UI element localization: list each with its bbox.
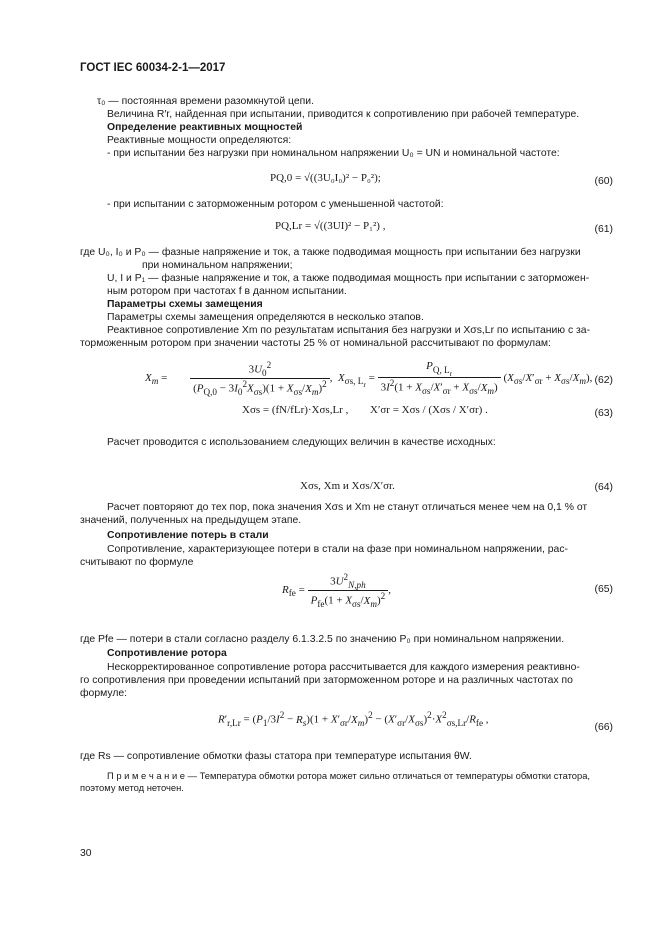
text-line: Нескорректированное сопротивление ротора рассчитывается для каждого измерения реактивно-	[107, 662, 580, 673]
text-line: Параметры схемы замещения определяются в несколько этапов.	[107, 312, 424, 323]
equation-number: (61)	[594, 224, 613, 235]
equation-number: (60)	[594, 176, 613, 187]
text-line: значений, полученных на предыдущем этапе.	[80, 515, 302, 526]
page-number: 30	[80, 848, 92, 859]
text-line: считывают по формуле	[80, 557, 194, 568]
equation-number: (66)	[594, 722, 613, 733]
document-header: ГОСТ IEC 60034-2-1—2017	[80, 62, 226, 74]
text-line: при номинальном напряжении;	[142, 260, 293, 271]
equation-number: (63)	[594, 408, 613, 419]
formula-65: $R_{fe}$ = $3U^2_{N,ph}$ $P_{fe}(1 + X_{\sigma s}/X_m)^2$ ,	[282, 572, 391, 609]
text-line: где U₀, I₀ и P₀ — фазные напряжение и ток, а также подводимая мощность при испытании без нагрузки	[80, 247, 581, 258]
text-line: Расчет повторяют до тех пор, пока значения Xσs и Xm не станут отличаться менее чем на 0,1 % от	[107, 502, 588, 513]
formula-64: Xσs, Xm и Xσs/X′σr.	[300, 480, 395, 492]
formula-63a: Xσs = (fN/fLr)·Xσs,Lr ,	[242, 404, 349, 416]
text-line: Сопротивление, характеризующее потери в стали на фазе при номинальном напряжении, рас-	[107, 544, 568, 555]
text-line: го сопротивления при проведении испытаний при заторможенном роторе и на различных частотах по	[80, 675, 573, 686]
section-heading: Параметры схемы замещения	[107, 299, 263, 310]
equation-number: (62)	[594, 375, 613, 386]
formula-62: $X_m$ = $3U_0^2$ $(P_{Q,0} - 3I_0^2X_{\sigma s})(1 + X_{\sigma s}/X_m)^2$ , $X_{\sigma s, L_r}$ = $P_{Q, L_r}$ $3I^2(1 + X_{\sigma s}/X'_{\sigma r} + X_{\sigma s}/X_m)$ $(X_{\sigma s}/X'_{\sigma r} + X_{\sigma s}/X_m)$,	[145, 360, 593, 397]
formula-66: $R'_{r,Lr} = (P_1/3I^2 - R_s)(1 + X'_{\sigma r}/X_m)^2 - (X'_{\sigma r}/X_{\sigma s})^2\cdot X^2_{\sigma s,Lr}/R_{fe}$ ,	[218, 710, 489, 728]
section-heading: Определение реактивных мощностей	[107, 122, 303, 133]
text-line: ным ротором при частотах f в данном испытании.	[107, 286, 347, 297]
text-line: - при испытании с заторможенным ротором с уменьшенной частотой:	[107, 199, 444, 210]
formula-63b: X′σr = Xσs / (Xσs / X′σr) .	[370, 404, 488, 416]
text-line: торможенным ротором при значении частоты 25 % от номинальной рассчитывают по формулам:	[80, 338, 551, 349]
text-line: Реактивные мощности определяются:	[107, 135, 292, 146]
section-heading: Сопротивление потерь в стали	[107, 530, 269, 541]
text-line: где Rs — сопротивление обмотки фазы статора при температуре испытания θW.	[80, 751, 472, 762]
text-line: Величина R′r, найденная при испытании, приводится к сопротивлению при рабочей температуре.	[107, 109, 580, 120]
formula-61: PQ,Lr = √((3UI)² − P₁²) ,	[275, 220, 386, 232]
text-line: τ₀ — постоянная времени разомкнутой цепи.	[97, 96, 314, 107]
note-text: поэтому метод неточен.	[80, 782, 184, 793]
text-line: Расчет проводится с использованием следующих величин в качестве исходных:	[107, 437, 496, 448]
text-line: U, I и P₁ — фазные напряжение и ток, а также подводимая мощность при испытании с заторможен-	[107, 273, 590, 284]
text-line: - при испытании без нагрузки при номинальном напряжении U₀ = UN и номинальной частоте:	[107, 148, 560, 159]
text-line: Реактивное сопротивление Xm по результатам испытания без нагрузки и Xσs,Lr по испытанию с за-	[107, 325, 591, 336]
equation-number: (65)	[594, 584, 613, 595]
formula-60: PQ,0 = √((3U₀I₀)² − P₀²);	[270, 172, 381, 184]
equation-number: (64)	[594, 482, 613, 493]
note-text: П р и м е ч а н и е — Температура обмотки ротора может сильно отличаться от температуры обмотки статора,	[107, 770, 591, 781]
section-heading: Сопротивление ротора	[107, 648, 227, 659]
text-line: где Pfe — потери в стали согласно разделу 6.1.3.2.5 по значению P₀ при номинальном напряжении.	[80, 634, 565, 645]
text-line: формуле:	[80, 688, 128, 699]
